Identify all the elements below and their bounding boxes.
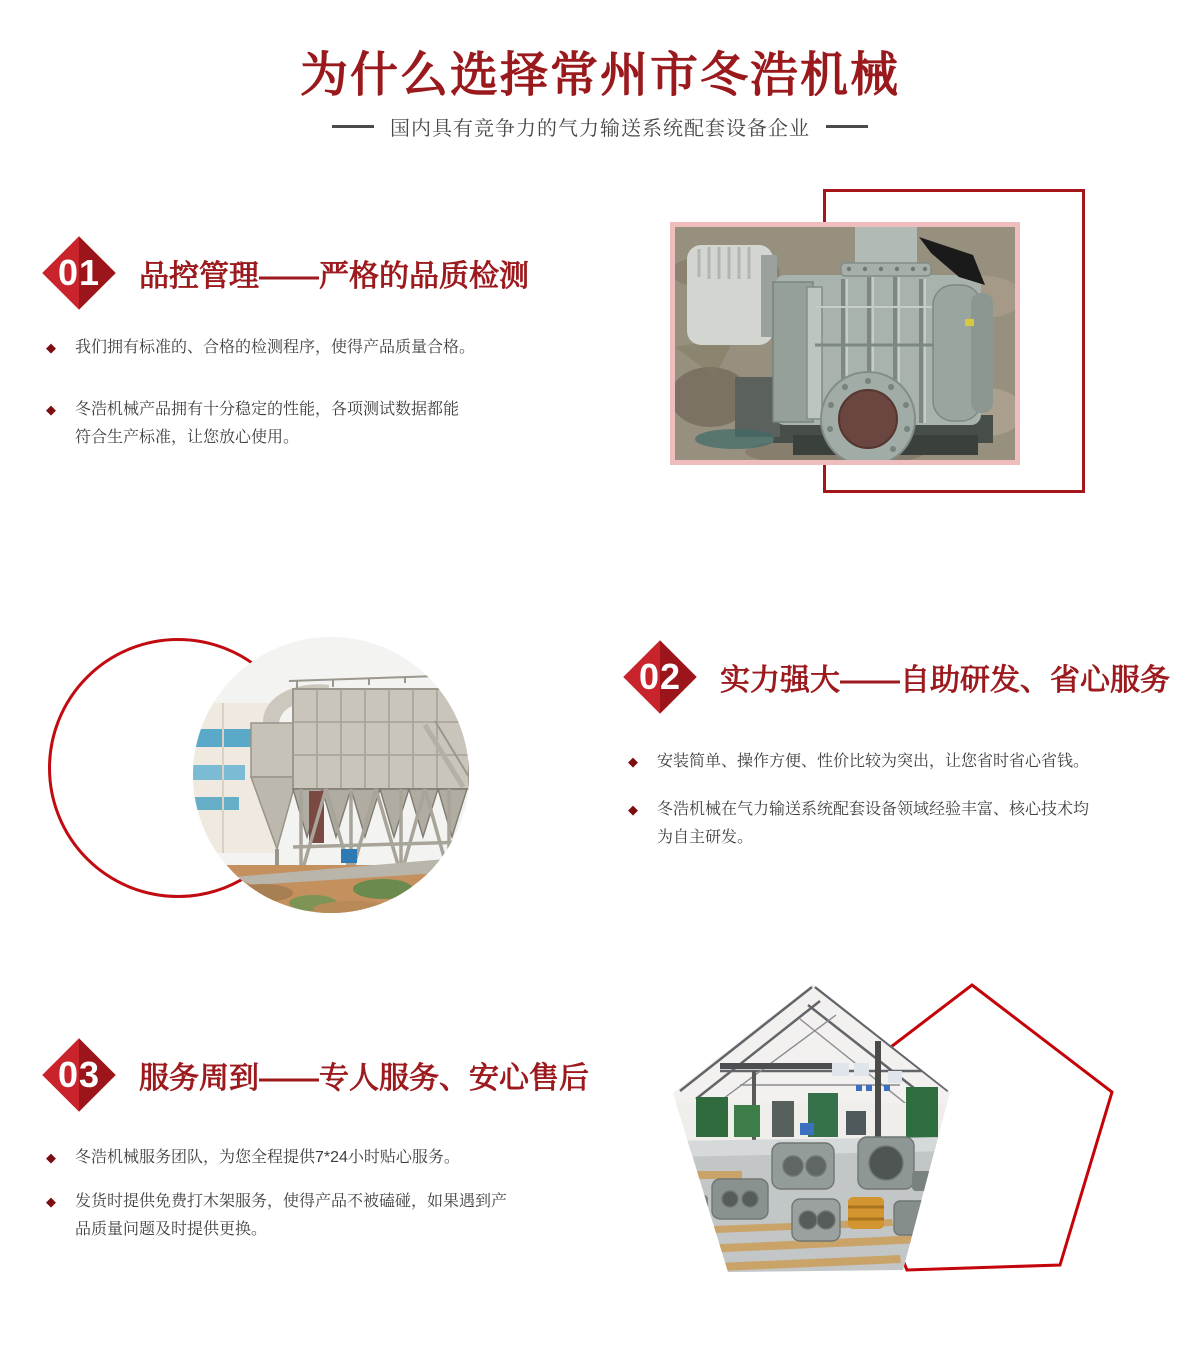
section-2-bullets <box>628 748 1089 852</box>
section-number: 01 <box>57 251 101 293</box>
diamond-bullet-icon: ◆ <box>628 754 638 769</box>
diamond-shape <box>42 236 116 310</box>
section-1-header <box>43 237 529 309</box>
diamond-bullet-icon: ◆ <box>46 1150 56 1165</box>
diamond-bullet-icon: ◆ <box>46 340 56 355</box>
bullet-text: 发货时提供免费打木架服务，使得产品不被磕碰，如果遇到产 品质量问题及时提供更换。 <box>75 1193 508 1238</box>
roots-blower-product-photo <box>670 222 1020 465</box>
subtitle-dash-right <box>826 125 868 128</box>
section-3-header <box>43 1039 589 1111</box>
roots-blower-illustration <box>675 227 1015 460</box>
list-item <box>628 748 1089 776</box>
list-item <box>628 796 1089 852</box>
section-3-bullets <box>46 1144 507 1244</box>
section-number: 02 <box>638 655 682 697</box>
bullet-text: 冬浩机械产品拥有十分稳定的性能，各项测试数据都能 符合生产标准，让您放心使用。 <box>75 401 460 446</box>
bullet-text: 我们拥有标准的、合格的检测程序，使得产品质量合格。 <box>75 339 476 356</box>
bullet-text: 冬浩机械在气力输送系统配套设备领域经验丰富、核心技术均 为自主研发。 <box>657 801 1090 846</box>
dust-collector-installation-photo <box>193 637 469 913</box>
section-number: 03 <box>57 1053 101 1095</box>
section-3-number-badge <box>43 1039 115 1111</box>
factory-workshop-photo <box>660 975 1130 1297</box>
section-3-title: 服务周到——专人服务、安心售后 <box>139 1062 589 1095</box>
diamond-bullet-icon: ◆ <box>46 402 56 417</box>
list-item <box>46 1144 507 1172</box>
section-1-number-badge <box>43 237 115 309</box>
list-item <box>46 396 475 452</box>
section-2-header <box>624 641 1170 713</box>
page-title: 为什么选择常州市冬浩机械 <box>299 49 900 102</box>
section-1-bullets <box>46 334 475 452</box>
diamond-bullet-icon: ◆ <box>628 802 638 817</box>
bullet-text: 冬浩机械服务团队，为您全程提供7*24小时贴心服务。 <box>75 1149 460 1166</box>
page-subtitle-row <box>0 112 1200 141</box>
diamond-shape <box>42 1038 116 1112</box>
section-2-title: 实力强大——自助研发、省心服务 <box>720 664 1170 697</box>
factory-workshop-illustration <box>660 975 1130 1297</box>
list-item <box>46 334 475 362</box>
page-subtitle: 国内具有竞争力的气力输送系统配套设备企业 <box>390 118 810 140</box>
list-item <box>46 1188 507 1244</box>
subtitle-dash-left <box>332 125 374 128</box>
section-2-number-badge <box>624 641 696 713</box>
diamond-shape <box>623 640 697 714</box>
diamond-bullet-icon: ◆ <box>46 1194 56 1209</box>
bullet-text: 安装简单、操作方便、性价比较为突出，让您省时省心省钱。 <box>657 753 1090 770</box>
dust-collector-illustration <box>193 637 469 913</box>
section-1-title: 品控管理——严格的品质检测 <box>139 260 529 293</box>
